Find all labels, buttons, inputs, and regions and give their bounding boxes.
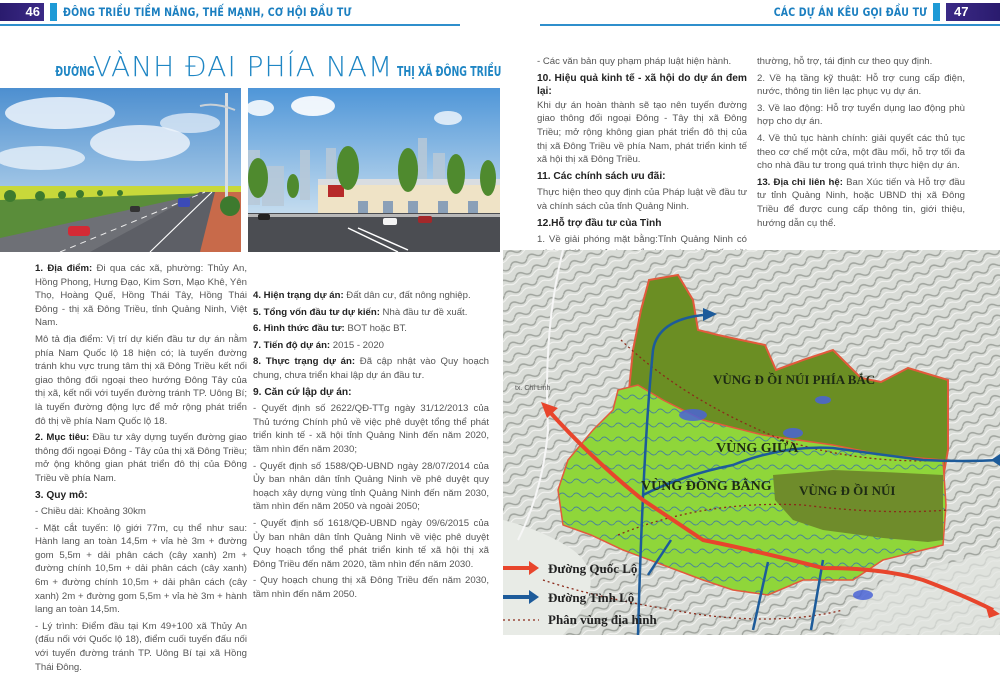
section-10-heading: 10. Hiệu quả kinh tế - xã hội do dự án đem lại:	[537, 72, 747, 98]
article-title	[40, 50, 542, 83]
right-running-header	[740, 0, 1000, 24]
zone-label-middle: VÙNG GIỮA	[716, 441, 799, 456]
section-4: 4. Hiện trạng dự án: Đất dân cư, đất nông nghiệp.	[253, 290, 471, 301]
left-running-title: ĐÔNG TRIỀU TIỀM NĂNG, THẾ MẠNH, CƠ HỘI ĐẦU TƯ	[63, 5, 352, 19]
section-12-item: 3. Về lao động: Hỗ trợ tuyển dụng lao động phù hợp cho dự án.	[757, 102, 965, 128]
place-label-chi-linh: tx. Chí Linh	[515, 385, 551, 392]
section-12-item: 2. Về hạ tầng kỹ thuật: Hỗ trợ cung cấp điện, nước, thông tin liên lạc phục vụ dự án.	[757, 72, 965, 98]
section-7: 7. Tiến độ dự án: 2015 - 2020	[253, 339, 385, 351]
section-11-text: Thực hiện theo quy định của Pháp luật về đầu tư và chính sách của tỉnh Quảng Ninh.	[537, 187, 747, 212]
title-prefix: ĐƯỜNG	[55, 65, 95, 80]
header-rule-left	[0, 24, 460, 26]
zone-label-north-highland: VÙNG Đ ỒI NÚI PHÍA BẮC	[713, 372, 876, 387]
title-suffix: THỊ XÃ ĐÔNG TRIỀU	[397, 65, 502, 80]
section-12-item: 1. Về giải phóng mặt bằng:Tỉnh Quảng Ninh có	[537, 234, 747, 246]
text-column-4	[757, 55, 965, 233]
section-10-text: Khi dự án hoàn thành sẽ tạo nên tuyến đường giao thông đối ngoại Đông - Tây thị xã Đông Triều; mở rộng không gian phát triển đô thị của thị xã Đông Triều về phía Nam, phát triển kinh tế xã hội thị xã Đông Triều.	[537, 99, 747, 166]
section-6: 6. Hình thức đầu tư: BOT hoặc BT.	[253, 323, 407, 335]
left-running-header	[0, 0, 415, 24]
text-column-1	[35, 262, 247, 677]
section-9-item: - Quyết định số 2622/QĐ-TTg ngày 31/12/2013 của Thủ tướng Chính phủ về việc phê duyệt tổng thể phát triển kinh tế - xã hội tỉnh Quảng Ninh đến năm 2020, tầm nhìn đến năm 2030;	[253, 403, 489, 455]
section-11-heading: 11. Các chính sách ưu đãi:	[537, 170, 666, 182]
section-9-item: - Quyết định số 1618/QĐ-UBND ngày 09/6/2015 của Ủy ban nhân dân tỉnh Quảng Ninh về việc phê duyệt Quy hoạch tổng thể phát triển kinh tế xã hội thị xã Đông Triều đến năm 2020, tầm nhìn đến năm 2030.	[253, 517, 489, 570]
section-1-description: Mô tả địa điểm: Vị trí dự kiến đầu tư dự án nằm phía Nam Quốc lộ 18 hiện có; là tuyến đường tránh khu vực trung tâm thị xã Đông Triều kết nối giao thông đối ngoại theo hướng Đông Tây của thị xã, kết nối với tuyến đường tránh TP. Uông Bí; là tuyến đường động lực để mở rộng phát triển đô thị về phía Nam Quốc lộ 18.	[35, 333, 247, 427]
title-main: VÀNH ĐAI PHÍA NAM	[92, 50, 394, 83]
right-running-title: CÁC DỰ ÁN KÊU GỌI ĐẦU TƯ	[773, 5, 927, 19]
zone-label-plain: VÙNG ĐỒNG BẰNG	[641, 479, 772, 494]
section-9-item: - Các văn bản quy phạm pháp luật hiện hành.	[537, 56, 732, 67]
section-3-item: - Mặt cắt tuyến: lộ giới 77m, cụ thể như sau: Hành lang an toàn 14,5m + vỉa hè 3m + đường gom 5,5m + dải phân cách (cây xanh) 2m + đường chính 10,5m + dải phân cách (cây xanh) 6m + đường chính 10,5m + dải phân cách (cây xanh) 2m + đường gom 5,5m + vỉa hè 3m + hành lang an toàn 14,5m.	[35, 522, 247, 616]
section-3-item: - Chiều dài: Khoảng 30km	[35, 506, 146, 518]
terrain-zoning-map	[503, 250, 1000, 635]
road-rendering-photo	[0, 88, 241, 252]
section-3-item: - Lý trình: Điểm đầu tại Km 49+100 xã Thủy An (đấu nối với Quốc lộ 18), điểm cuối tuyến đấu nối với tuyến đường tránh TP. Uông Bí tại xã Hồng Thái Đông.	[35, 620, 247, 673]
section-1-location: 1. Địa điểm: Đi qua các xã, phường: Thủy An, Hồng Phong, Hưng Đạo, Kim Sơn, Mạo Khê, Yên Thọ, Hoàng Quế, Hồng Thái Tây, Hồng Thái Đông - thị xã Đông Triều, tỉnh Quảng Ninh, Việt Nam.	[35, 263, 247, 329]
section-13-contact: 13. Địa chỉ liên hệ: Ban Xúc tiến và Hỗ trợ đầu tư tỉnh Quảng Ninh, hoặc UBND thị xã Đông Triều để được cung cấp thông tin, giới thiệu, hướng dẫn cụ thể.	[757, 176, 965, 229]
text-column-3	[537, 55, 747, 264]
legend-provincial-road: Đường Tỉnh Lộ	[548, 590, 635, 605]
streetscape-rendering-photo	[248, 88, 500, 252]
section-12-heading: 12.Hỗ trợ đầu tư của Tỉnh	[537, 217, 662, 229]
section-12-item: 4. Về thủ tục hành chính: giải quyết các thủ tục theo cơ chế một cửa, một đầu mối, hỗ trợ tối đa cho nhà đầu tư trong quá trình thực hiện dự án.	[757, 132, 965, 172]
text-column-2	[253, 262, 489, 604]
legend-terrain-zone: Phân vùng địa hình	[548, 612, 657, 627]
section-9-item: - Quyết định số 1588/QĐ-UBND ngày 28/07/2014 của Ủy ban nhân dân tỉnh Quảng Ninh về phê duyệt quy hoạch xây dựng vùng tỉnh Quảng Ninh đến năm 2030, tầm nhìn đến năm 2050 và ngoài 2050;	[253, 460, 489, 513]
legend-national-road: Đường Quốc Lộ	[548, 561, 638, 576]
right-page-number: 47	[946, 3, 1000, 21]
section-9-heading: 9. Căn cứ lập dự án:	[253, 386, 352, 398]
section-8: 8. Thực trạng dự án: Đã cập nhật vào Quy hoạch chung, chưa triển khai lập dự án đầu tư.	[253, 356, 489, 381]
section-9-item: - Quy hoạch chung thị xã Đông Triều đến năm 2030, tầm nhìn đến năm 2050.	[253, 575, 489, 600]
header-rule-right	[540, 24, 1000, 26]
left-page-number: 46	[0, 3, 44, 21]
section-5: 5. Tổng vốn đầu tư dự kiến: Nhà đầu tư đề xuất.	[253, 306, 468, 318]
zone-label-hills: VÙNG Đ ỒI NÚI	[799, 483, 896, 498]
section-12-item-continued: thường, hỗ trợ, tái định cư theo quy định.	[757, 56, 933, 67]
section-2-objective: 2. Mục tiêu: Đầu tư xây dựng tuyến đường giao thông đối ngoại Đông - Tây của thị xã Đông Triều; mở ộng không gian phát triển đô thị của Đông Triều về phía Nam.	[35, 432, 247, 484]
header-accent-block	[50, 3, 57, 21]
header-accent-block	[933, 3, 940, 21]
section-3-heading: 3. Quy mô:	[35, 489, 88, 501]
